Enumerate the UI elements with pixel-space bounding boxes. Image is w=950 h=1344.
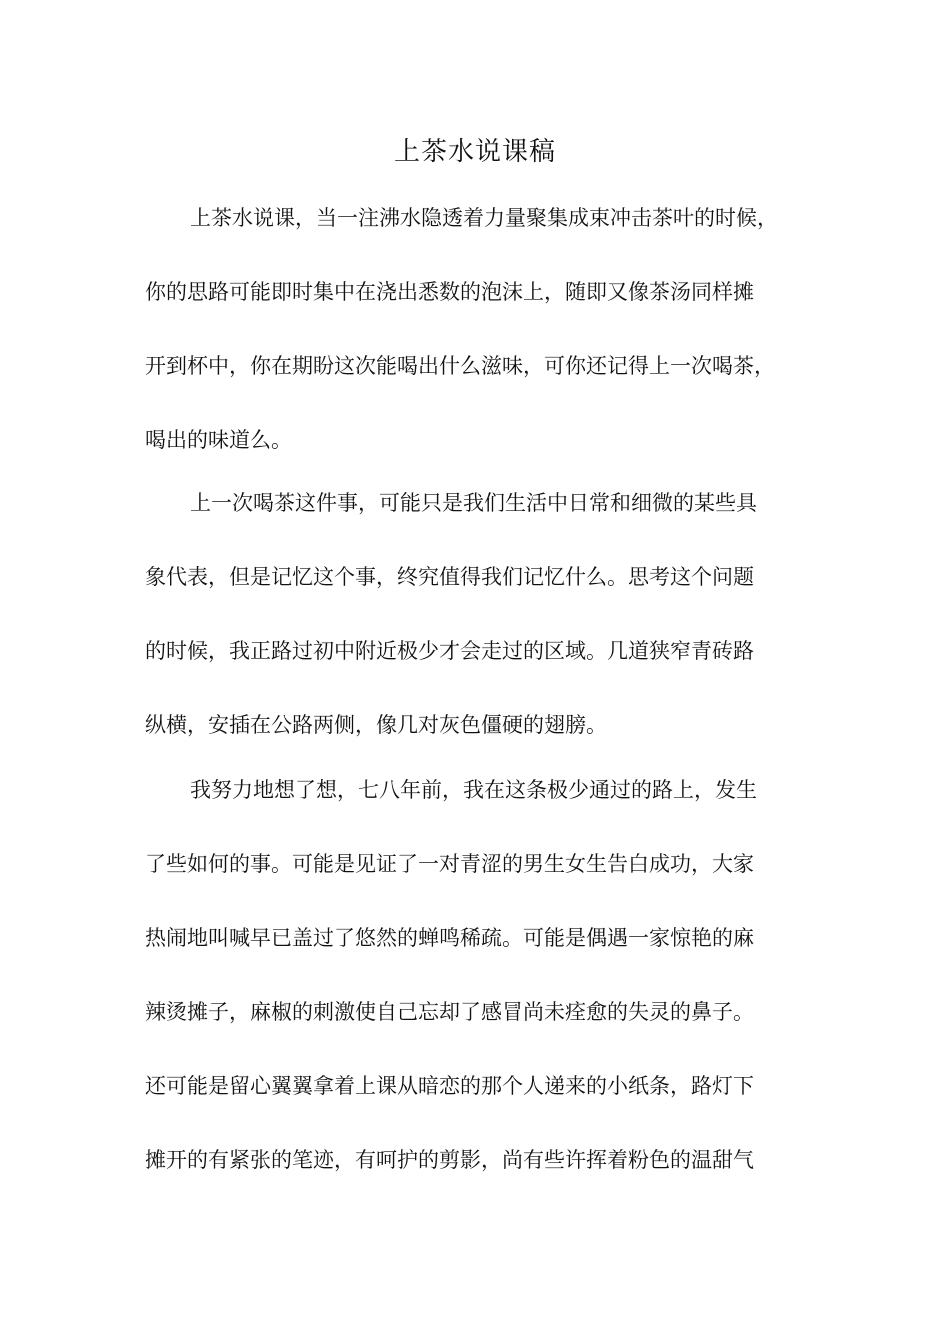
paragraph-2-line-4: 纵横，安插在公路两侧，像几对灰色僵硬的翅膀。 [145, 713, 607, 737]
paragraph-3-line-1: 我努力地想了想，七八年前，我在这条极少通过的路上，发生 [190, 778, 757, 802]
paragraph-2-line-3: 的时候，我正路过初中附近极少才会走过的区域。几道狭窄青砖路 [145, 639, 754, 663]
paragraph-1-line-3: 开到杯中，你在期盼这次能喝出什么滋味，可你还记得上一次喝茶， [145, 354, 775, 378]
paragraph-3-line-3: 热闹地叫喊早已盖过了悠然的蝉鸣稀疏。可能是偶遇一家惊艳的麻 [145, 926, 754, 950]
paragraph-1-line-2: 你的思路可能即时集中在浇出悉数的泡沫上，随即又像茶汤同样摊 [145, 280, 754, 304]
paragraph-3-line-5: 还可能是留心翼翼拿着上课从暗恋的那个人递来的小纸条，路灯下 [145, 1074, 754, 1098]
paragraph-3-line-4: 辣烫摊子，麻椒的刺激使自己忘却了感冒尚未痊愈的失灵的鼻子。 [145, 1000, 754, 1024]
paragraph-2-line-1: 上一次喝茶这件事，可能只是我们生活中日常和细微的某些具 [190, 491, 757, 515]
paragraph-3-line-6: 摊开的有紧张的笔迹，有呵护的剪影，尚有些许挥着粉色的温甜气 [145, 1148, 754, 1172]
paragraph-1-line-4: 喝出的味道么。 [145, 428, 292, 452]
paragraph-1-line-1: 上茶水说课，当一注沸水隐透着力量聚集成束冲击茶叶的时候， [190, 206, 778, 230]
paragraph-2-line-2: 象代表，但是记忆这个事，终究值得我们记忆什么。思考这个问题 [145, 565, 754, 589]
paragraph-3-line-2: 了些如何的事。可能是见证了一对青涩的男生女生告白成功，大家 [145, 852, 754, 876]
document-title: 上茶水说课稿 [393, 137, 556, 167]
